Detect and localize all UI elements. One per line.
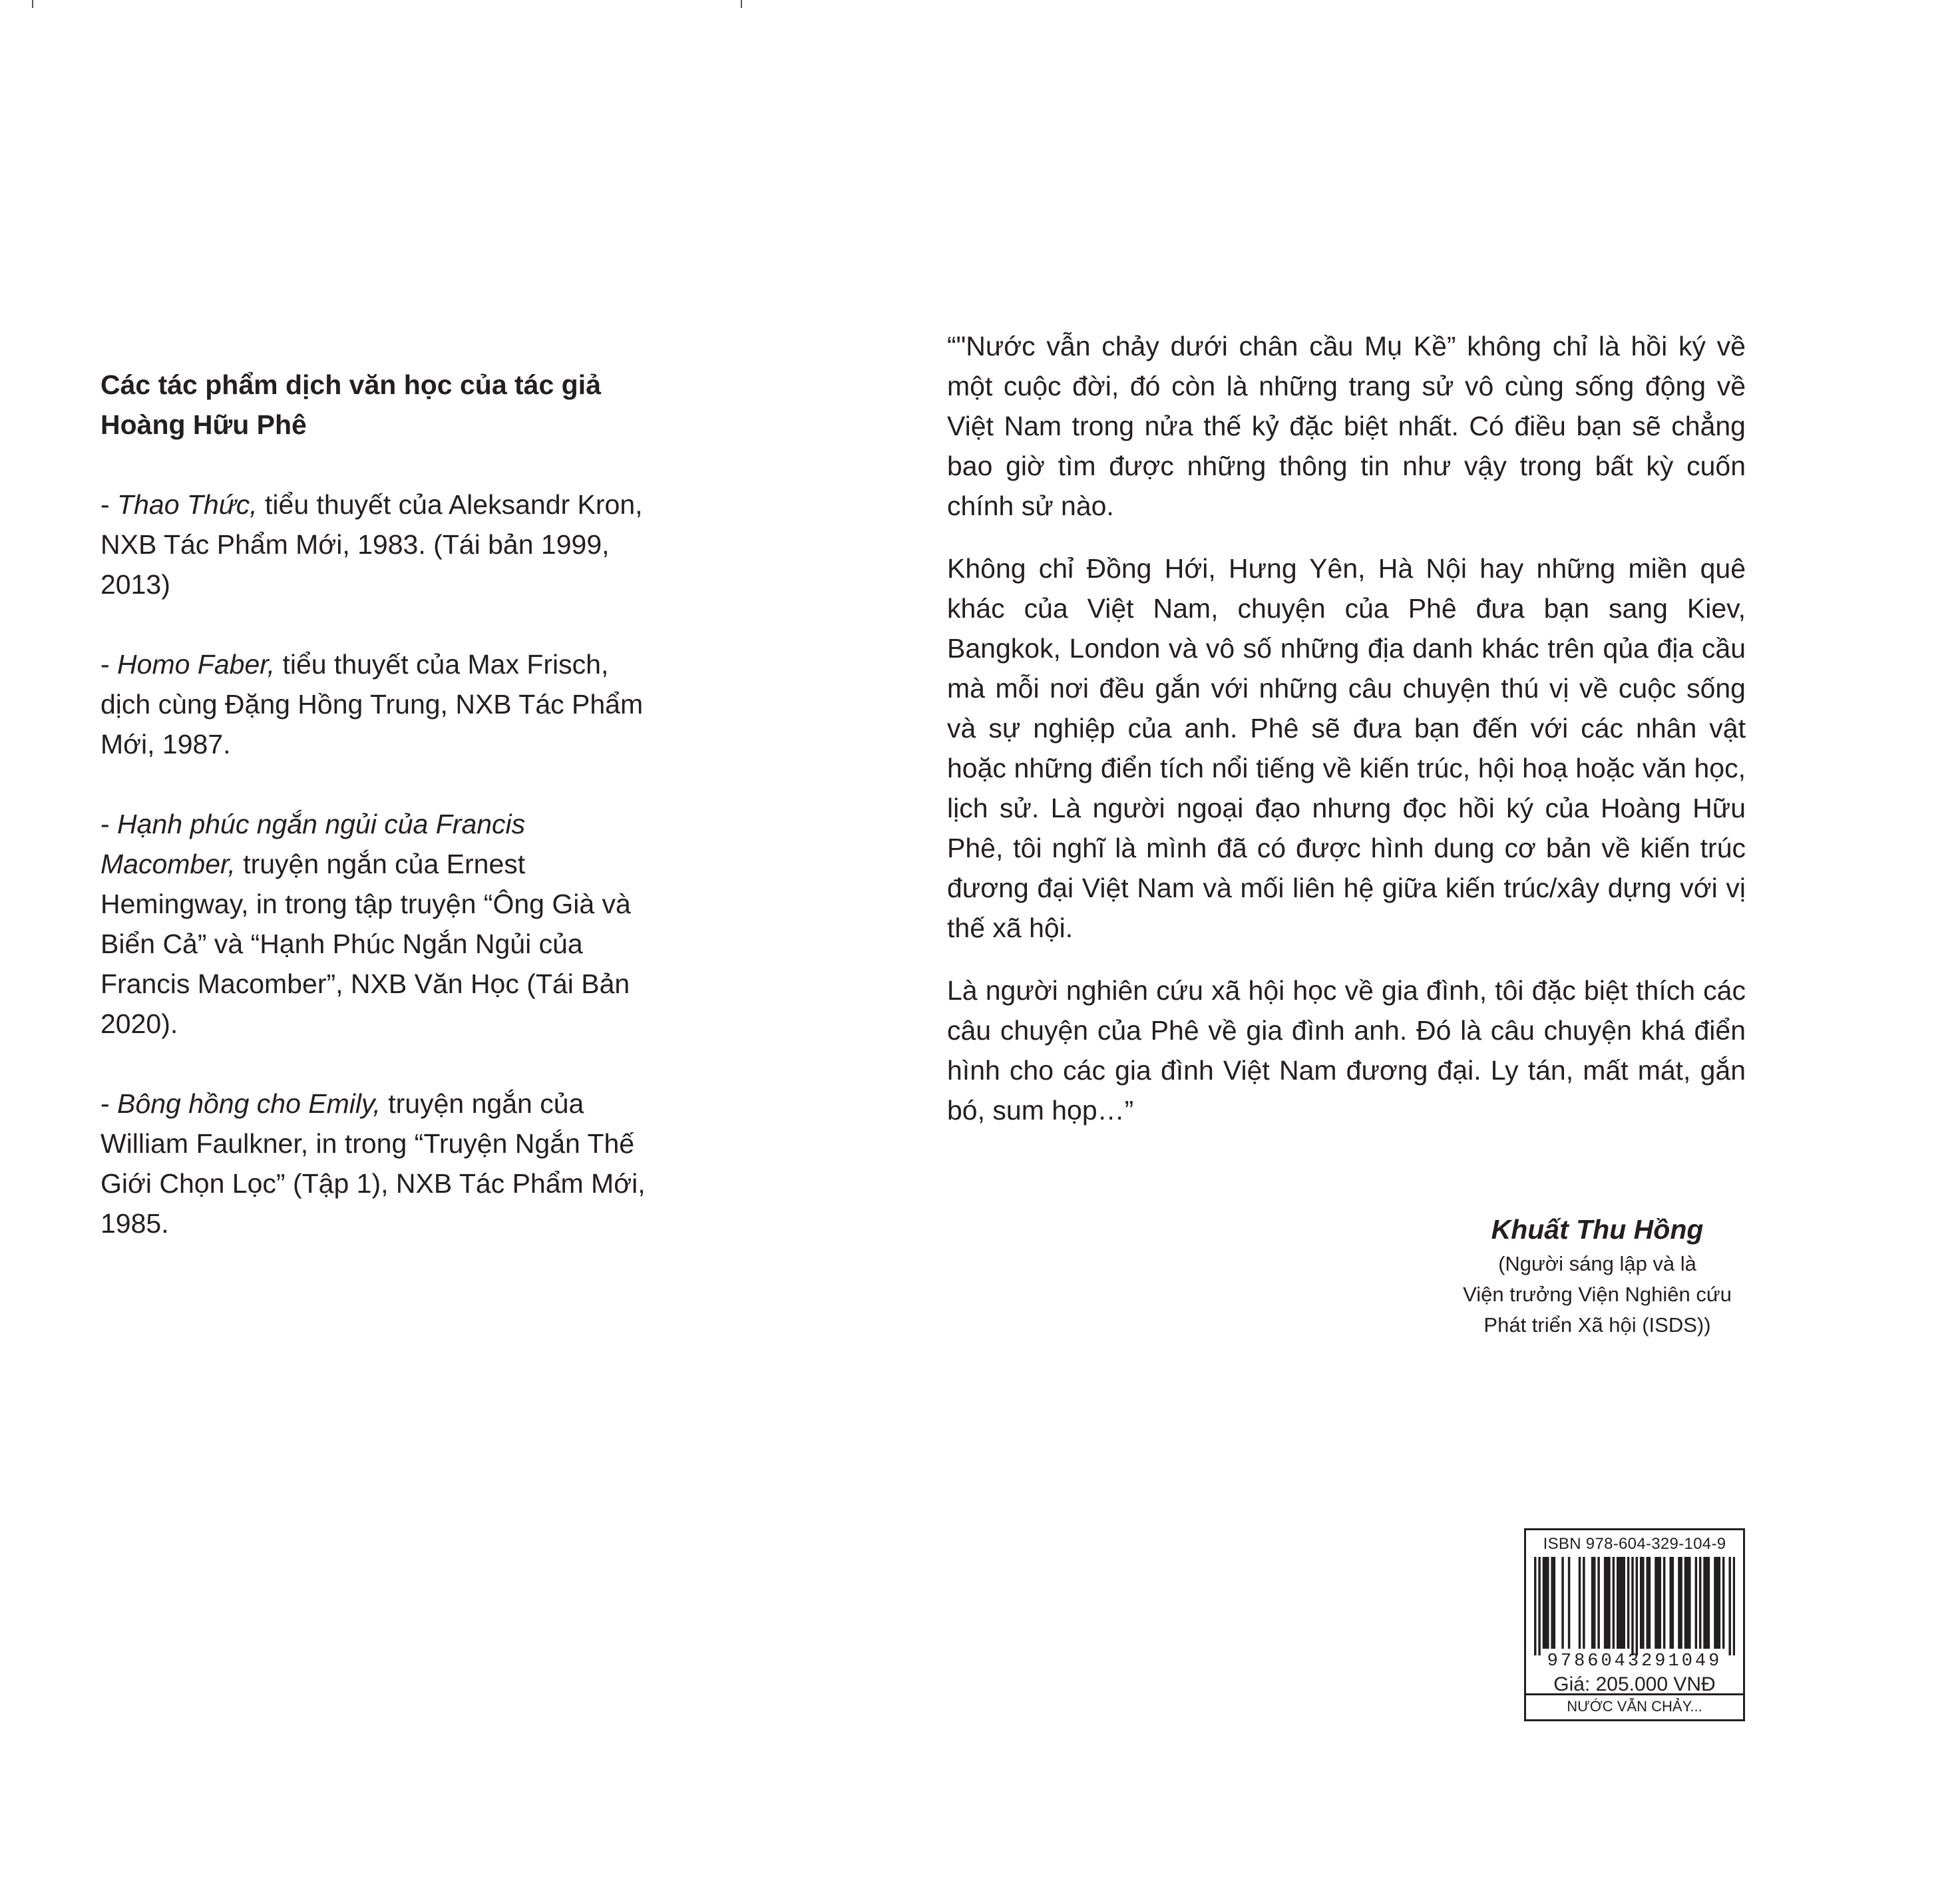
quote-signature (1384, 1210, 1810, 1341)
barcode-bar (1621, 1557, 1623, 1649)
barcode-bar (1657, 1557, 1659, 1649)
price-label: Giá: 205.000 VNĐ (1553, 1673, 1716, 1695)
barcode-bar (1655, 1557, 1657, 1649)
barcode-bar (1593, 1557, 1595, 1649)
work-detail: truyện ngắn của William Faulkner, in trong “Truyện Ngắn Thế Giới Chọn Lọc” (Tập 1), NXB Tác Phẩm Mới, 1985. (100, 1088, 646, 1239)
work-title: Thao Thức, (117, 489, 258, 520)
barcode-bar (1708, 1557, 1710, 1649)
signature-role-line: Viện trưởng Viện Nghiên cứu (1463, 1283, 1732, 1306)
signature-role-line: (Người sáng lập và là (1498, 1252, 1696, 1275)
barcode-bar (1631, 1557, 1633, 1655)
barcode-bar (1545, 1557, 1547, 1649)
barcode-bar (1649, 1557, 1651, 1649)
work-title: Homo Faber, (117, 649, 276, 680)
barcode-bar (1568, 1557, 1570, 1649)
crop-mark-center (741, 0, 742, 8)
barcode-bar (1534, 1557, 1536, 1655)
work-item (100, 804, 660, 1044)
barcode-bar (1579, 1557, 1581, 1649)
barcode-bar (1623, 1557, 1625, 1649)
translated-works-heading: Các tác phẩm dịch văn học của tác giả Hoàng Hữu Phê (100, 369, 601, 440)
barcode-bar (1640, 1557, 1642, 1649)
translated-works-section (100, 365, 660, 1283)
barcode-bar (1627, 1557, 1629, 1649)
barcode-bar (1663, 1557, 1665, 1649)
work-detail: tiểu thuyết của Max Frisch, dịch cùng Đặng Hồng Trung, NXB Tác Phẩm Mới, 1987. (100, 649, 644, 759)
quote-paragraph: Không chỉ Đồng Hới, Hưng Yên, Hà Nội hay những miền quê khác của Việt Nam, chuyện của Phê đưa bạn sang Kiev, Bangkok, London và vô số những địa danh khác trên qủa địa cầu mà mỗi nơi đều gắn với những câu chuyện thú vị về cuộc sống và sự nghiệp của anh. Phê sẽ đưa bạn đến với các nhân vật hoặc những điển tích nổi tiếng về kiến trúc, hội hoạ hoặc văn học, lịch sử. Là người ngoại đạo nhưng đọc hồi ký của Hoàng Hữu Phê, tôi nghĩ là mình đã có được hình dung cơ bản về kiến trúc đương đại Việt Nam và mối liên hệ giữa kiến trúc/xây dựng với vị thế xã hội. (947, 553, 1746, 943)
work-item (100, 485, 660, 604)
work-dash: - (100, 1088, 118, 1119)
barcode-bar (1684, 1557, 1686, 1649)
barcode-bar (1728, 1557, 1730, 1655)
barcode-bar (1543, 1557, 1545, 1649)
barcode-bar (1716, 1557, 1718, 1649)
barcode-bar (1561, 1557, 1563, 1649)
barcode-bar (1722, 1557, 1724, 1649)
barcode-image (1534, 1557, 1735, 1655)
short-title-label: NƯỚC VẪN CHẢY... (1526, 1693, 1743, 1719)
barcode-bar (1688, 1557, 1690, 1649)
barcode-bar (1604, 1557, 1606, 1649)
work-title: Bông hồng cho Emily, (117, 1088, 381, 1119)
barcode-bar (1703, 1557, 1705, 1649)
barcode-bar (1686, 1557, 1688, 1649)
barcode-bar (1733, 1557, 1735, 1655)
barcode-bar (1538, 1557, 1540, 1655)
barcode-bar (1553, 1557, 1555, 1649)
barcode-bar (1714, 1557, 1716, 1649)
barcode-bar (1597, 1557, 1599, 1649)
work-item (100, 1084, 660, 1243)
barcode-bar (1591, 1557, 1593, 1649)
review-quote (947, 326, 1746, 1153)
signature-name: Khuất Thu Hồng (1491, 1214, 1704, 1245)
quote-paragraph: “"Nước vẫn chảy dưới chân cầu Mụ Kề” không chỉ là hồi ký về một cuộc đời, đó còn là những trang sử vô cùng sống động về Việt Nam trong nửa thế kỷ đặc biệt nhất. Có điều bạn sẽ chẳng bao giờ tìm được những thông tin như vậy trong bất kỳ cuốn chính sử nào. (947, 331, 1746, 521)
translated-works-list (100, 485, 660, 1243)
work-dash: - (100, 489, 118, 520)
barcode-bar (1699, 1557, 1701, 1649)
work-detail: tiểu thuyết của Aleksandr Kron, NXB Tác Phẩm Mới, 1983. (Tái bản 1999, 2013) (100, 489, 643, 600)
quote-paragraph: Là người nghiên cứu xã hội học về gia đình, tôi đặc biệt thích các câu chuyện của Phê về gia đình anh. Đó là câu chuyện khá điển hình cho các gia đình Việt Nam đương đại. Ly tán, mất mát, gắn bó, sum họp…” (947, 975, 1746, 1126)
barcode-digits: 9786043291049 (1547, 1651, 1722, 1671)
barcode-bar (1583, 1557, 1585, 1649)
isbn-barcode-box (1524, 1528, 1745, 1721)
work-dash: - (100, 809, 118, 839)
barcode-bar (1669, 1557, 1671, 1649)
work-item (100, 644, 660, 764)
barcode-bar (1705, 1557, 1707, 1649)
barcode-bar (1646, 1557, 1648, 1649)
work-title: Hạnh phúc ngắn ngủi của Francis Macomber, (100, 809, 526, 879)
barcode-bar (1608, 1557, 1610, 1649)
barcode-bar (1617, 1557, 1619, 1649)
crop-mark-left (32, 0, 33, 8)
barcode-bar (1551, 1557, 1553, 1649)
barcode-bar (1613, 1557, 1615, 1649)
barcode-bar (1642, 1557, 1644, 1649)
barcode-bar (1619, 1557, 1621, 1649)
barcode-bar (1606, 1557, 1608, 1649)
work-dash: - (100, 649, 118, 680)
barcode-bar (1672, 1557, 1674, 1649)
work-detail: truyện ngắn của Ernest Hemingway, in trong tập truyện “Ông Già và Biển Cả” và “Hạnh Phúc Ngắn Ngủi của Francis Macomber”, NXB Văn Học (Tái Bản 2020). (100, 849, 631, 1039)
barcode-bar (1718, 1557, 1720, 1649)
barcode-bar (1695, 1557, 1697, 1649)
barcode-bar (1547, 1557, 1549, 1649)
signature-role-line: Phát triển Xã hội (ISDS)) (1483, 1313, 1711, 1337)
barcode-bar (1678, 1557, 1680, 1649)
barcode-bar (1659, 1557, 1661, 1649)
barcode-bar (1636, 1557, 1638, 1655)
isbn-label: ISBN 978-604-329-104-9 (1543, 1535, 1726, 1553)
barcode-bar (1680, 1557, 1682, 1649)
